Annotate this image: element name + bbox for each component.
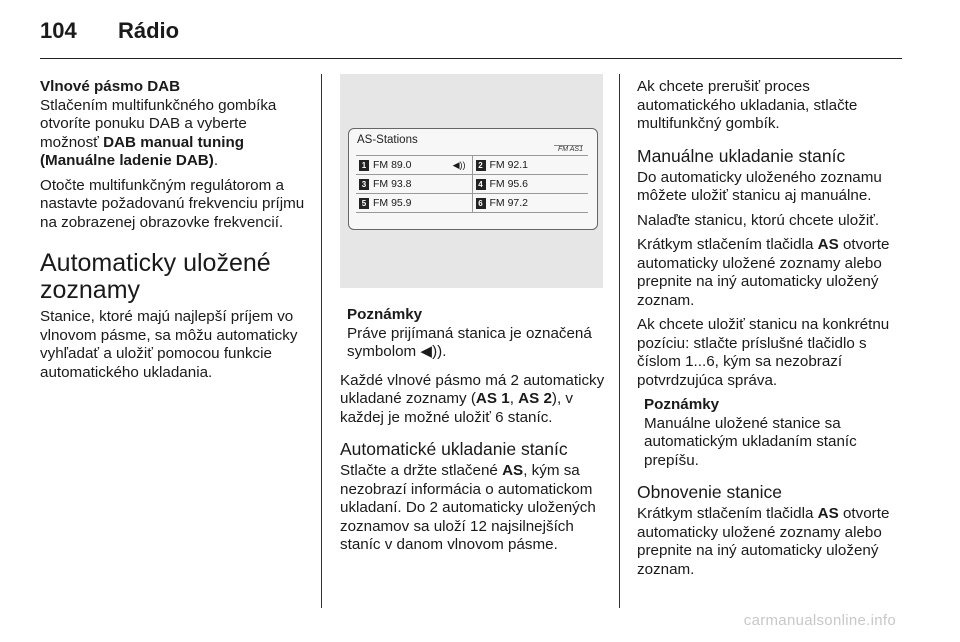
station-grid — [356, 155, 588, 213]
station-label: FM 95.9 — [373, 197, 412, 209]
manual-paragraph-1: Do automaticky uloženého zoznamu môžete uložiť stanicu aj manuálne. — [637, 168, 882, 204]
manual-paragraph-2: Nalaďte stanicu, ktorú chcete uložiť. — [637, 211, 880, 229]
station-number-badge: 3 — [359, 179, 369, 190]
manual-paragraph-3: Krátkym stlačením tlačidla AS otvorte automaticky uložené zoznamy alebo prepnite na iný automaticky uložený zoznam. — [637, 236, 890, 309]
manual-paragraph-4: Ak chcete uložiť stanicu na konkrétnu pozíciu: stlačte príslušné tlačidlo s číslom 1...6, kým sa nezobrazí potvrdzujúca správa. — [637, 316, 890, 389]
station-label: FM 97.2 — [489, 197, 529, 209]
column-left — [40, 78, 308, 388]
station-row — [356, 155, 588, 174]
station-cell — [472, 194, 589, 212]
column-right — [637, 78, 907, 585]
auto-lists-paragraph: Stanice, ktoré majú najlepší príjem vo vlnovom pásme, sa môžu automaticky vyhľadať a uložiť pomocou funkcie automatického ukladania. — [40, 308, 298, 381]
station-label: FM 93.8 — [373, 178, 412, 190]
speaker-icon: ◀)) — [452, 159, 466, 170]
watermark: carmanualsonline.info — [743, 612, 896, 629]
station-number-badge: 6 — [476, 198, 486, 209]
station-cell — [356, 175, 472, 193]
display-header: AS-Stations — [357, 134, 418, 146]
dab-manual-tuning-option: DAB manual tuning (Manuálne ladenie DAB) — [40, 133, 244, 169]
note-title: Poznámky — [347, 306, 423, 323]
interrupt-paragraph: Ak chcete prerušiť proces automatického ukladania, stlačte multifunkčný gombík. — [637, 78, 858, 132]
station-cell — [472, 175, 589, 193]
dab-paragraph: Stlačením multifunkčného gombíka otvoríte ponuku DAB a vyberte možnosť DAB manual tuning (Manuálne ladenie DAB). — [40, 96, 277, 169]
as-stations-figure — [340, 74, 603, 288]
note-box — [340, 306, 606, 362]
station-label: FM 92.1 — [489, 159, 529, 171]
section-heading-manual-store: Manuálne ukladanie staníc — [637, 145, 846, 166]
station-label: FM 95.6 — [489, 178, 529, 190]
station-cell — [356, 194, 472, 212]
page-title: Rádio — [118, 18, 180, 43]
station-row — [356, 193, 588, 213]
column-middle — [340, 306, 606, 561]
restore-paragraph: Krátkym stlačením tlačidla AS otvorte automaticky uložené zoznamy alebo prepnite na iný automaticky uložený zoznam. — [637, 505, 890, 578]
note-box — [637, 396, 907, 470]
station-number-badge: 4 — [476, 179, 486, 190]
display-tag: FM AS1 — [554, 145, 583, 153]
column-divider-left — [321, 74, 322, 608]
radio-display — [348, 128, 598, 230]
station-label: FM 89.0 — [373, 159, 412, 171]
station-number-badge: 1 — [359, 160, 369, 171]
dab-paragraph-2: Otočte multifunkčným regulátorom a nastavte požadovanú frekvenciu príjmu na zobrazenej obrazovke frekvencií. — [40, 176, 305, 231]
station-cell — [472, 156, 589, 174]
station-number-badge: 2 — [476, 160, 486, 171]
auto-store-paragraph: Stlačte a držte stlačené AS, kým sa nezobrazí informácia o automatickom ukladaní. Do 2 automaticky uložených zoznamov sa uloží 12 najsilnejších staníc v danom vlnovom pásme. — [340, 462, 596, 553]
note-title: Poznámky — [644, 396, 720, 413]
note-text: Práve prijímaná stanica je označená symbolom ◀)). — [347, 324, 592, 360]
page-number: 104 — [40, 18, 77, 43]
header-divider — [40, 58, 902, 59]
station-row — [356, 174, 588, 193]
station-cell — [356, 156, 472, 174]
station-number-badge: 5 — [359, 198, 369, 209]
section-heading-restore: Obnovenie stanice — [637, 482, 782, 502]
note-text: Manuálne uložené stanice sa automatickým ukladaním staníc prepíšu. — [644, 414, 857, 469]
as-lists-paragraph: Každé vlnové pásmo má 2 automaticky ukladané zoznamy (AS 1, AS 2), v každej je možné uložiť 6 staníc. — [340, 371, 605, 426]
column-divider-right — [619, 74, 620, 608]
section-heading-auto-store: Automatické ukladanie staníc — [340, 439, 568, 459]
section-heading-auto-lists: Automaticky uložené zoznamy — [40, 249, 271, 304]
dab-heading: Vlnové pásmo DAB — [40, 78, 181, 95]
